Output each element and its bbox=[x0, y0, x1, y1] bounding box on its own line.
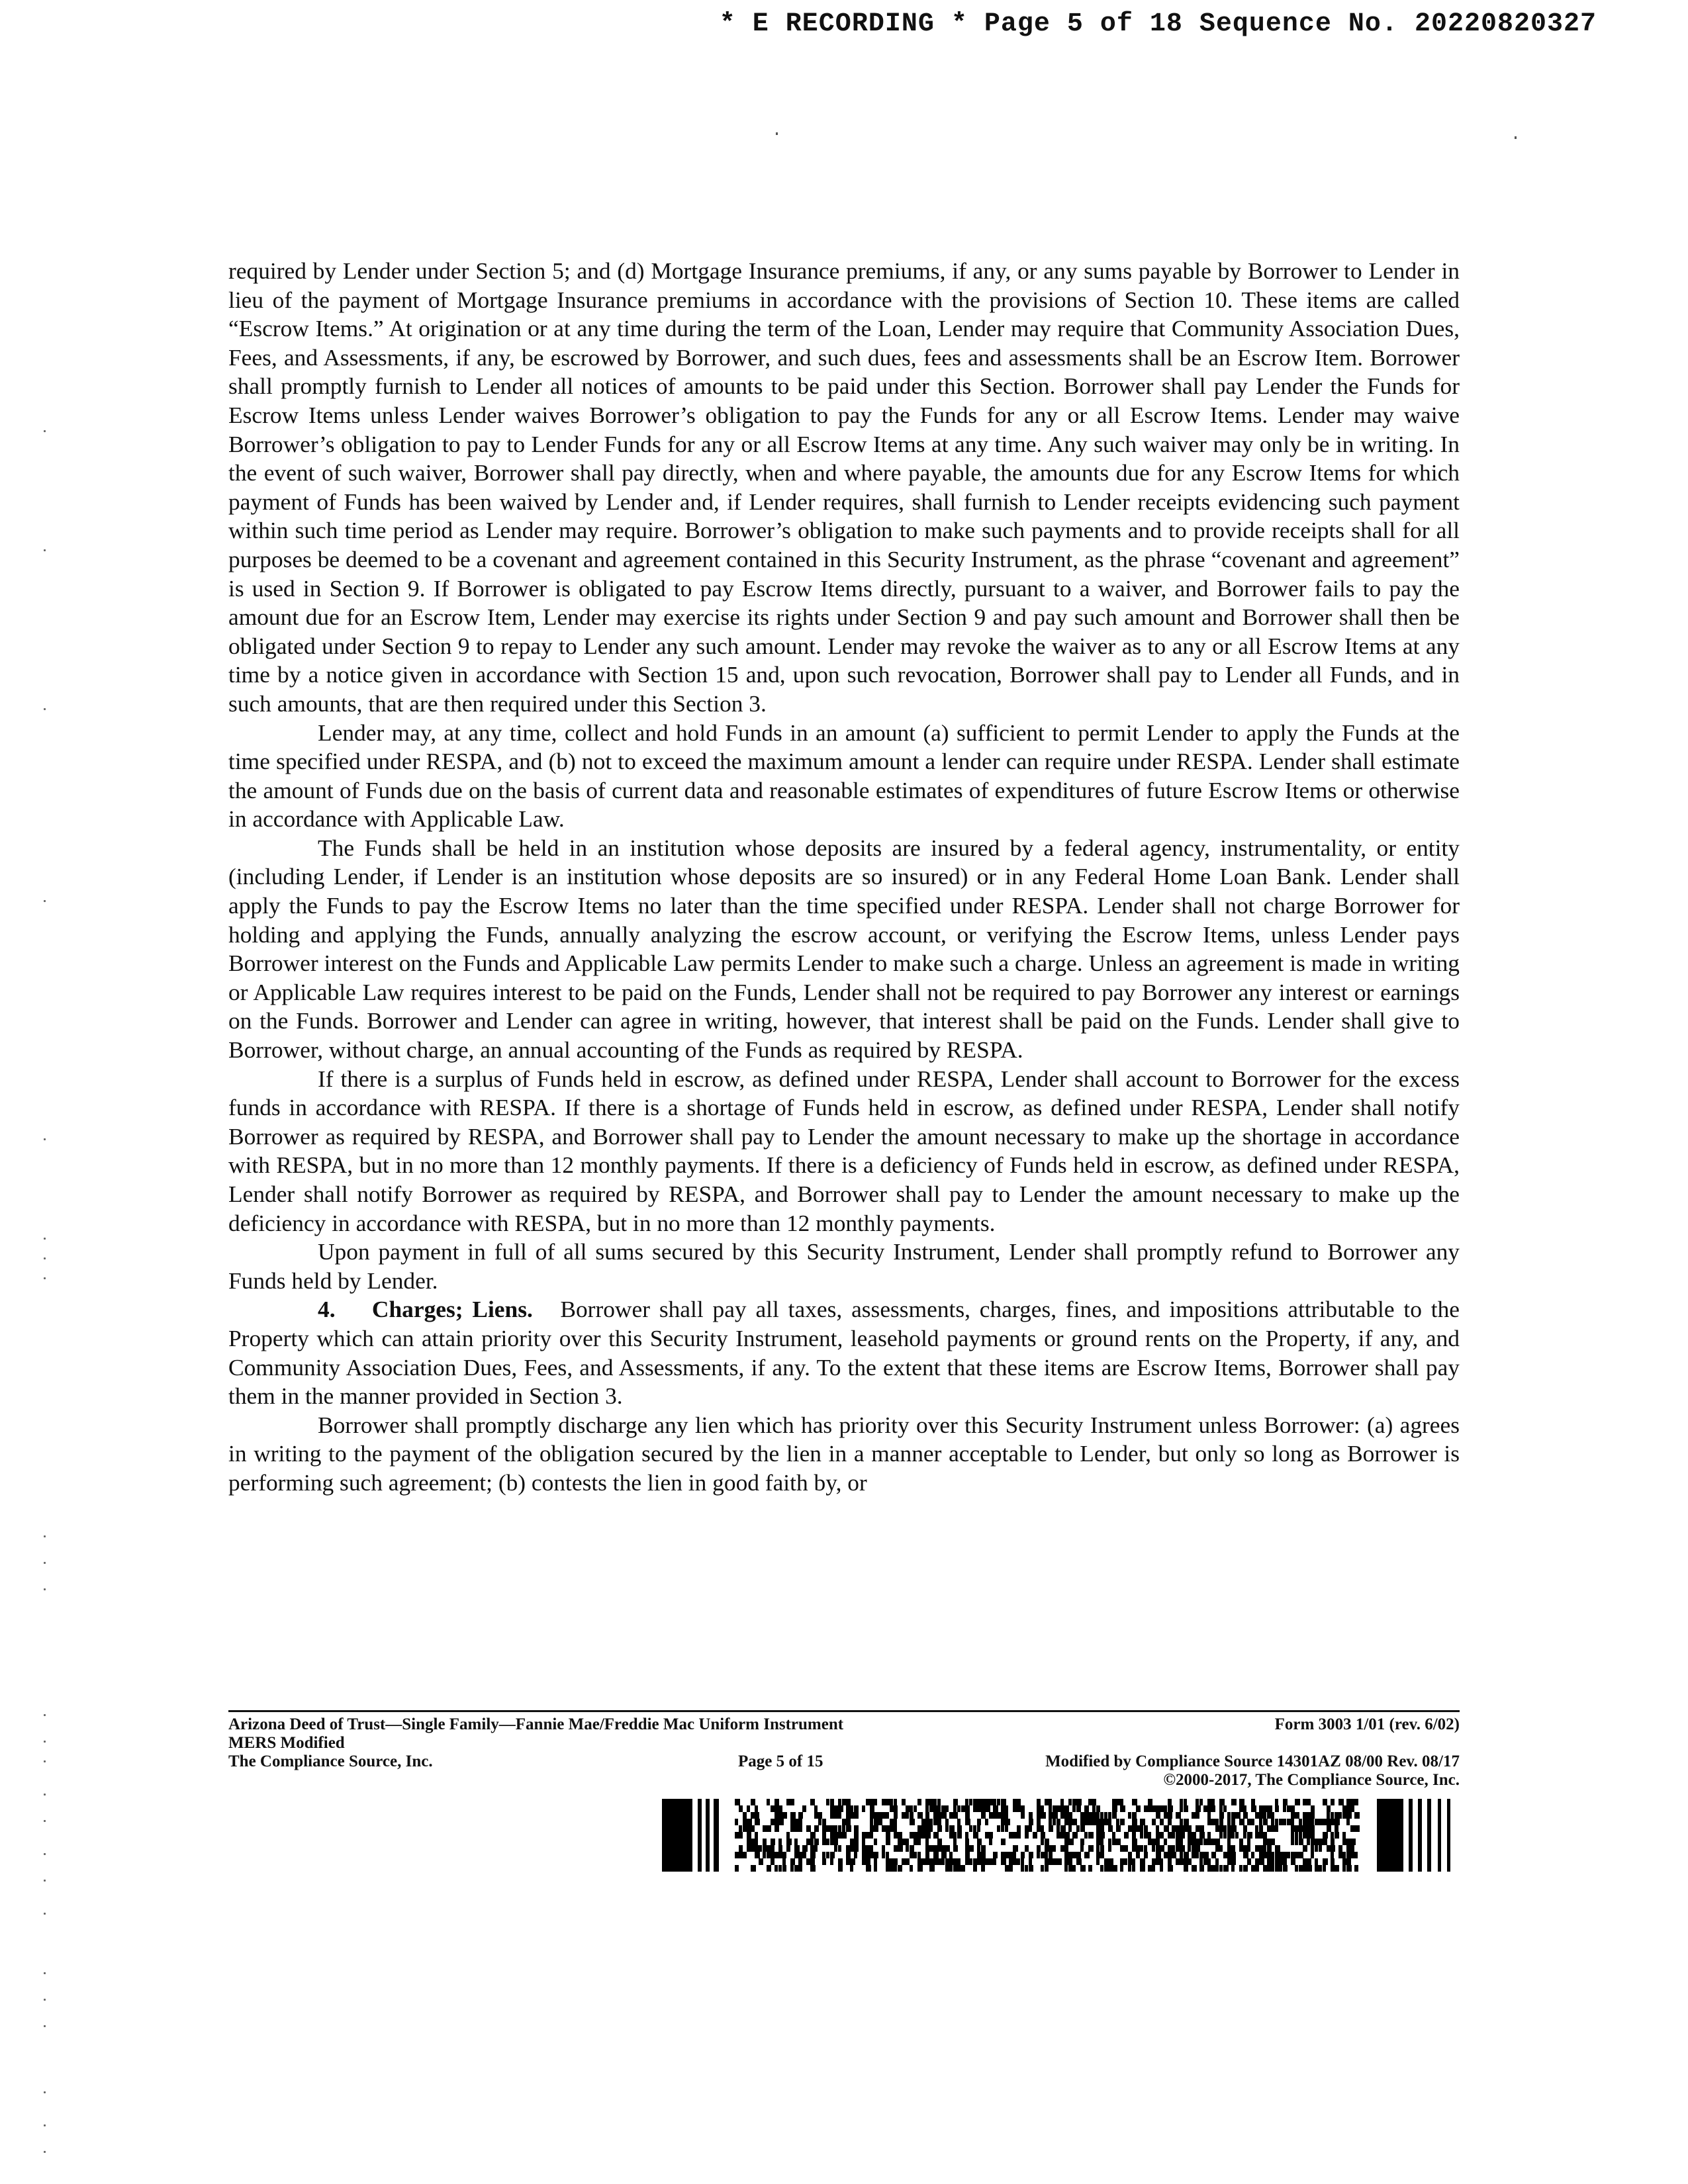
scan-speck bbox=[44, 1257, 46, 1259]
section-4-charges-liens bbox=[228, 1295, 1460, 1410]
form-title: Arizona Deed of Trust—Single Family—Fannie Mae/Freddie Mac Uniform Instrument bbox=[228, 1715, 844, 1733]
scan-speck bbox=[44, 2124, 46, 2126]
scan-speck bbox=[44, 430, 46, 432]
scan-speck bbox=[44, 1138, 46, 1140]
scan-speck bbox=[44, 1820, 46, 1822]
document-body bbox=[228, 257, 1460, 1498]
footer-divider bbox=[228, 1710, 1460, 1712]
section-number: 4. bbox=[318, 1296, 336, 1323]
recording-header: * E RECORDING * Page 5 of 18 Sequence No. 20220820327 bbox=[719, 9, 1597, 39]
scan-speck bbox=[44, 1913, 46, 1915]
paragraph-discharge-lien: Borrower shall promptly discharge any lien which has priority over this Security Instrument unless Borrower: (a) agrees in writing to the payment of the obligation secured by the lien in a manner acceptable to Lender, but only so long as Borrower is performing such agreement; (b) contests the lien in good faith by, or bbox=[228, 1411, 1460, 1496]
scan-speck bbox=[44, 1972, 46, 1974]
scan-speck bbox=[1515, 136, 1517, 139]
scan-speck bbox=[44, 900, 46, 902]
scan-speck bbox=[44, 2091, 46, 2093]
paragraph-surplus-shortage: If there is a surplus of Funds held in escrow, as defined under RESPA, Lender shall account to Borrower for the excess funds in accordance with RESPA. If there is a shortage of Funds held in escrow, as defined under RESPA, Lender shall notify Borrower as required by RESPA, and Borrower shall pay to Lender the amount necessary to make up the shortage in accordance with RESPA, but in no more than 12 monthly payments. If there is a deficiency of Funds held in escrow, as defined under RESPA, Lender shall notify Borrower as required by RESPA, and Borrower shall pay to Lender the amount necessary to make up the deficiency in accordance with RESPA, but in no more than 12 monthly payments. bbox=[228, 1065, 1460, 1236]
scan-speck bbox=[44, 2151, 46, 2153]
paragraph-funds-held: The Funds shall be held in an institution whose deposits are insured by a federal agency, instrumentality, or entity (including Lender, if Lender is an institution whose deposits are so insured) or in any Federal Home Loan Bank. Lender shall apply the Funds to pay the Escrow Items no later than the time specified under RESPA. Lender shall not charge Borrower for holding and applying the Funds, annually analyzing the escrow account, or verifying the Escrow Items, unless Lender pays Borrower interest on the Funds and Applicable Law permits Lender to make such a charge. Unless an agreement is made in writing or Applicable Law requires interest to be paid on the Funds, Lender shall not be required to pay Borrower any interest or earnings on the Funds. Borrower and Lender can agree in writing, however, that interest shall be paid on the Funds. Lender shall give to Borrower, without charge, an annual accounting of the Funds as required by RESPA. bbox=[228, 834, 1460, 1064]
paragraph-refund: Upon payment in full of all sums secured by this Security Instrument, Lender shall promptly refund to Borrower any Funds held by Lender. bbox=[228, 1238, 1460, 1294]
scan-speck bbox=[44, 1562, 46, 1564]
section-text: Borrower shall pay all taxes, assessments, charges, fines, and impositions attributable to the Property which can attain priority over this Security Instrument, leasehold payments or ground rents on the Property, if any, and Community Association Dues, Fees, and Assessments, if any. To the extent that these items are Escrow Items, Borrower shall pay them in the manner provided in Section 3. bbox=[228, 1296, 1460, 1410]
scan-speck bbox=[44, 1999, 46, 2001]
scan-speck bbox=[44, 1880, 46, 1882]
paragraph-collect-funds: Lender may, at any time, collect and hold Funds in an amount (a) sufficient to permit Lender to apply the Funds at the time specified under RESPA, and (b) not to exceed the maximum amount a lender can require under RESPA. Lender shall estimate the amount of Funds due on the basis of current data and reasonable estimates of expenditures of future Escrow Items or otherwise in accordance with Applicable Law. bbox=[228, 719, 1460, 833]
scan-speck bbox=[44, 1794, 46, 1796]
scan-speck bbox=[44, 2025, 46, 2027]
scan-speck bbox=[44, 1714, 46, 1716]
barcode-graphic bbox=[662, 1799, 1456, 1872]
scan-speck bbox=[44, 1853, 46, 1855]
company-name: The Compliance Source, Inc. bbox=[228, 1752, 433, 1770]
scan-speck bbox=[44, 1760, 46, 1762]
copyright: ©2000-2017, The Compliance Source, Inc. bbox=[1163, 1771, 1460, 1789]
scan-speck bbox=[44, 1277, 46, 1279]
section-title: Charges; Liens. bbox=[371, 1296, 533, 1323]
paragraph-escrow-items: required by Lender under Section 5; and (d) Mortgage Insurance premiums, if any, or any sums payable by Borrower to Lender in lieu of the payment of Mortgage Insurance premiums in accordance with the provisions of Section 10. These items are called “Escrow Items.” At origination or at any time during the term of the Loan, Lender may require that Community Association Dues, Fees, and Assessments, if any, be escrowed by Borrower, and such dues, fees and assessments shall be an Escrow Item. Borrower shall promptly furnish to Lender all notices of amounts to be paid under this Section. Borrower shall pay Lender the Funds for Escrow Items unless Lender waives Borrower’s obligation to pay the Funds for any or all Escrow Items. Lender may waive Borrower’s obligation to pay to Lender Funds for any or all Escrow Items at any time. Any such waiver may only be in writing. In the event of such waiver, Borrower shall pay directly, when and where payable, the amounts due for any Escrow Items for which payment of Funds has been waived by Lender and, if Lender requires, shall furnish to Lender receipts evidencing such payment within such time period as Lender may require. Borrower’s obligation to make such payments and to provide receipts shall for all purposes be deemed to be a covenant and agreement contained in this Security Instrument, as the phrase “covenant and agreement” is used in Section 9. If Borrower is obligated to pay Escrow Items directly, pursuant to a waiver, and Borrower fails to pay the amount due for an Escrow Item, Lender may exercise its rights under Section 9 and pay such amount and Borrower shall then be obligated under Section 9 to repay to Lender any such amount. Lender may revoke the waiver as to any or all Escrow Items at any time by a notice given in accordance with Section 15 and, upon such revocation, Borrower shall pay to Lender all Funds, and in such amounts, that are then required under this Section 3. bbox=[228, 257, 1460, 717]
pdf417-barcode bbox=[662, 1799, 1456, 1872]
margin-scan-marks bbox=[44, 397, 50, 2184]
mers-label: MERS Modified bbox=[228, 1734, 345, 1752]
scan-speck bbox=[44, 708, 46, 710]
form-number: Form 3003 1/01 (rev. 6/02) bbox=[1274, 1715, 1460, 1733]
scan-speck bbox=[44, 1741, 46, 1743]
scan-speck bbox=[44, 1238, 46, 1240]
modified-note: Modified by Compliance Source 14301AZ 08/00 Rev. 08/17 bbox=[1045, 1752, 1460, 1770]
scan-speck bbox=[44, 1588, 46, 1590]
scan-speck bbox=[776, 132, 778, 135]
scan-speck bbox=[44, 1535, 46, 1537]
scan-speck bbox=[44, 549, 46, 551]
page-number: Page 5 of 15 bbox=[738, 1752, 823, 1770]
form-footer bbox=[228, 1715, 1460, 1790]
